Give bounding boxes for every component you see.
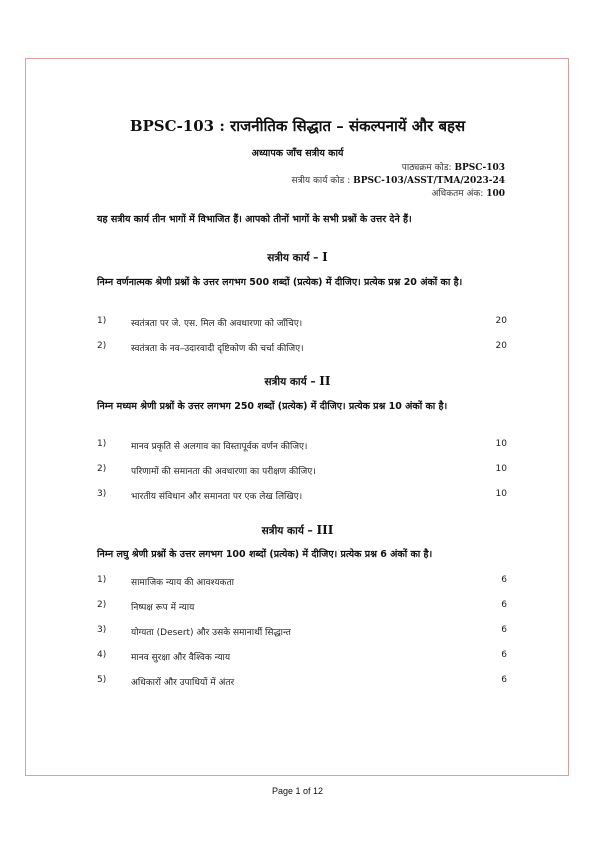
document-title: BPSC-103 : राजनीतिक सिद्धात – संकल्पनायें और बहस (129, 117, 466, 135)
question-marks: 6 (501, 675, 507, 685)
question-number: 2) (97, 600, 107, 610)
section-heading-3 (0, 523, 595, 538)
assignment-code-line (292, 173, 505, 186)
question-number: 2) (97, 464, 107, 474)
question-text: स्वतंत्रता के नव–उदारवादी दृष्टिकोण की चर्चा कीजिए। (131, 344, 304, 354)
question-number: 4) (97, 650, 107, 660)
question-text: परिणामों की समानता की अवधारणा का परीक्षण कीजिए। (131, 467, 316, 477)
question-number: 1) (97, 316, 107, 326)
question-number: 3) (97, 489, 107, 499)
question-marks: 6 (501, 625, 507, 635)
question-number: 1) (97, 439, 107, 449)
question-text: मानव प्रकृति से अलगाव का विस्तापूर्वक वर्णन कीजिए। (131, 442, 308, 452)
section-roman: I (322, 250, 328, 264)
document-subtitle: अध्यापक जाँच सत्रीय कार्य (251, 148, 344, 159)
course-code: BPSC-103 (454, 163, 505, 173)
question-text: मानव सुरक्षा और वैश्विक न्याय (131, 653, 231, 663)
question-text: स्वतंत्रता पर जे. एस. मिल की अवधारणा को जाँचिए। (131, 319, 303, 329)
question-marks: 10 (495, 464, 507, 474)
question-text: भारतीय संविधान और समानता पर एक लेख लिखिए। (131, 492, 303, 502)
section-heading-label: सत्रीय कार्य – (264, 376, 316, 388)
question-marks: 20 (495, 341, 507, 351)
question-marks: 6 (501, 650, 507, 660)
question-text: निष्पक्ष रूप में न्याय (131, 603, 195, 613)
question-number: 3) (97, 625, 107, 635)
question-marks: 6 (501, 575, 507, 585)
max-marks: 100 (486, 189, 505, 199)
question-text: योग्यता (Desert) और उसके समानार्थी सिद्धान्त (131, 628, 291, 638)
question-number: 1) (97, 575, 107, 585)
question-marks: 6 (501, 600, 507, 610)
question-number: 5) (97, 675, 107, 685)
max-marks-line (431, 186, 505, 199)
section-heading-2 (0, 374, 595, 389)
section-heading-1 (0, 250, 595, 265)
question-marks: 20 (495, 316, 507, 326)
question-number: 2) (97, 341, 107, 351)
section-instruction-1: निम्न वर्णनात्मक श्रेणी प्रश्नों के उत्तर लगभग 500 शब्दों (प्रत्येक) में दीजिए। प्रत्येक प्रश्न 20 अंकों का है। (97, 277, 463, 288)
question-text: सामाजिक न्याय की आवश्यकता (131, 578, 234, 588)
assignment-code-label: सत्रीय कार्य कोड : (291, 176, 351, 186)
section-heading-label: सत्रीय कार्य – (267, 252, 319, 264)
max-marks-label: अधिकतम अंक: (431, 189, 484, 199)
section-instruction-3: निम्न लघु श्रेणी प्रश्नों के उत्तर लगभग 100 शब्दों (प्रत्येक) में दीजिए। प्रत्येक प्रश्न 6 अंकों का है। (97, 549, 433, 560)
intro-text: यह सत्रीय कार्य तीन भागों में विभाजित हैं। आपको तीनों भागों के सभी प्रश्नों के उत्तर देने हैं। (97, 214, 412, 225)
question-text: अधिकारों और उपाधियों में अंतर (131, 678, 235, 688)
question-marks: 10 (495, 489, 507, 499)
assignment-code: BPSC-103/ASST/TMA/2023-24 (353, 176, 505, 186)
question-marks: 10 (495, 439, 507, 449)
course-code-line (402, 160, 505, 173)
section-roman: II (319, 374, 331, 388)
section-roman: III (316, 523, 334, 537)
course-code-label: पाठ्यक्रम कोड: (401, 163, 452, 173)
section-instruction-2: निम्न मध्यम श्रेणी प्रश्नों के उत्तर लगभग 250 शब्दों (प्रत्येक) में दीजिए। प्रत्येक प्रश्न 10 अंकों का है। (97, 401, 448, 412)
section-heading-label: सत्रीय कार्य – (261, 525, 313, 537)
page-number: Page 1 of 12 (271, 786, 324, 796)
